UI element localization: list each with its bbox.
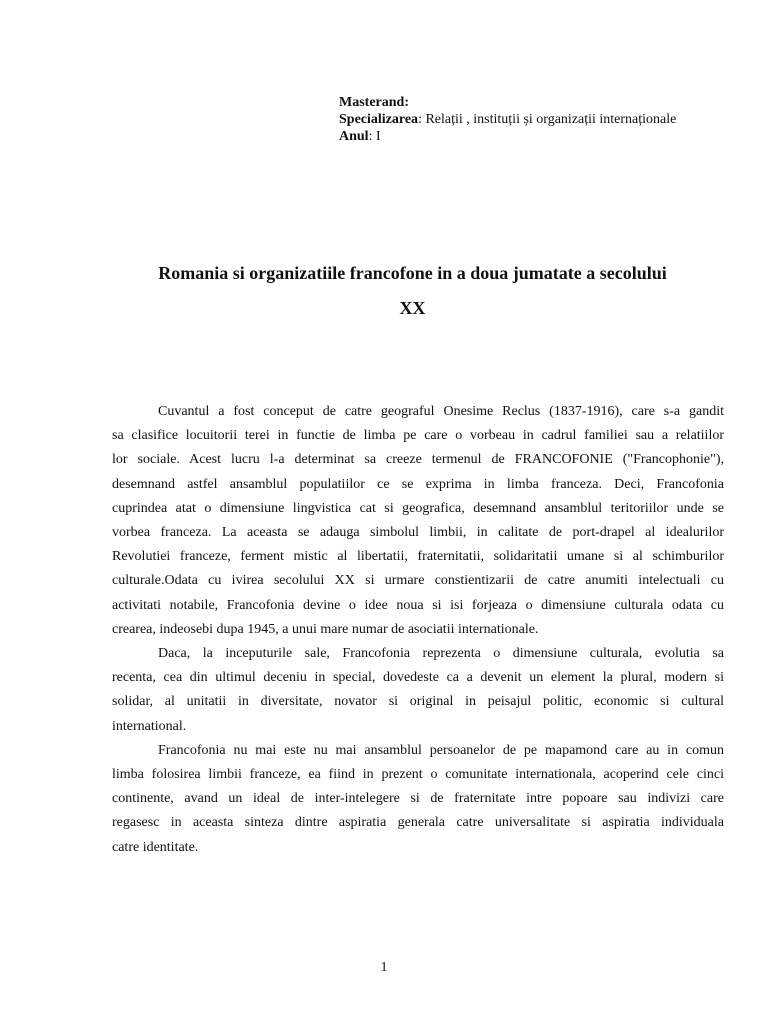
specializare-value: : Relații , instituții și organizații internaționale	[418, 112, 677, 127]
text-line: recenta, cea din ultimul deceniu in special, dovedeste ca a devenit un element la plural, modern si	[112, 670, 724, 686]
specializare-line	[339, 111, 676, 128]
document-title	[40, 256, 768, 326]
anul-line	[339, 128, 676, 145]
text-line: desemnand astfel ansamblul populatiilor ce se exprima in limba franceza. Deci, Francofonia	[112, 476, 724, 492]
text-line: activitati notabile, Francofonia devine o idee noua si isi forjeaza o dimensiune culturala odata cu	[112, 597, 724, 613]
body-text	[112, 400, 724, 860]
paragraph-2	[112, 642, 724, 739]
title-line-1: Romania si organizatiile francofone in a doua jumatate a secolului	[158, 263, 667, 283]
anul-value: : I	[368, 129, 381, 144]
text-line: limba folosirea limbii franceze, ea fiind in prezent o comunitate internationala, acoperind cele cinci	[112, 767, 724, 783]
student-info-block	[339, 94, 676, 145]
specializare-label: Specializarea	[339, 112, 419, 127]
text-line: Cuvantul a fost conceput de catre geograful Onesime Reclus (1837-1916), care s-a gandit	[158, 404, 724, 419]
masterand-line	[339, 94, 676, 111]
text-line: Francofonia nu mai este nu mai ansamblul persoanelor de pe mapamond care au in comun	[158, 742, 724, 758]
text-line: lor sociale. Acest lucru l-a determinat sa creeze termenul de FRANCOFONIE ("Francophonie"),	[112, 452, 724, 468]
text-line: Revolutiei franceze, ferment mistic al libertatii, fraternitatii, solidaritatii umane si al schimburilor	[112, 549, 724, 565]
masterand-label: Masterand:	[339, 95, 409, 110]
page-number: 1	[380, 960, 388, 975]
text-line: sa clasifice locuitorii terei in functie de limba pe care o vorbeau in cadrul familiei sau a relatiilor	[112, 428, 724, 444]
text-line: cuprindea atat o dimensiune lingvistica cat si geografica, desemnand ansamblul teritoriilor unde se	[112, 500, 724, 516]
text-line: vorbea franceza. La aceasta se adauga simbolul limbii, in calitate de port-drapel al idealurilor	[112, 525, 724, 541]
text-line: Daca, la inceputurile sale, Francofonia reprezenta o dimensiune culturala, evolutia sa	[158, 646, 724, 662]
paragraph-1	[112, 400, 724, 642]
text-line: catre identitate.	[112, 839, 199, 855]
text-line: culturale.Odata cu ivirea secolului XX si urmare constientizarii de catre anumiti intelectuali cu	[112, 573, 724, 589]
text-line: continente, avand un ideal de inter-intelegere si de fraternitate intre popoare sau indivizi care	[112, 791, 724, 807]
text-line: international.	[112, 718, 187, 734]
text-line: crearea, indeosebi dupa 1945, a unui mare numar de asociatii internationale.	[112, 621, 539, 637]
title-line-2: XX	[399, 298, 426, 318]
anul-label: Anul	[339, 129, 369, 144]
text-line: solidar, al unitatii in diversitate, novator si original in peisajul politic, economic si cultural	[112, 694, 724, 710]
paragraph-3	[112, 739, 724, 860]
text-line: regasesc in aceasta sinteza dintre aspiratia generala catre universalitate si aspiratia individuala	[112, 815, 724, 831]
